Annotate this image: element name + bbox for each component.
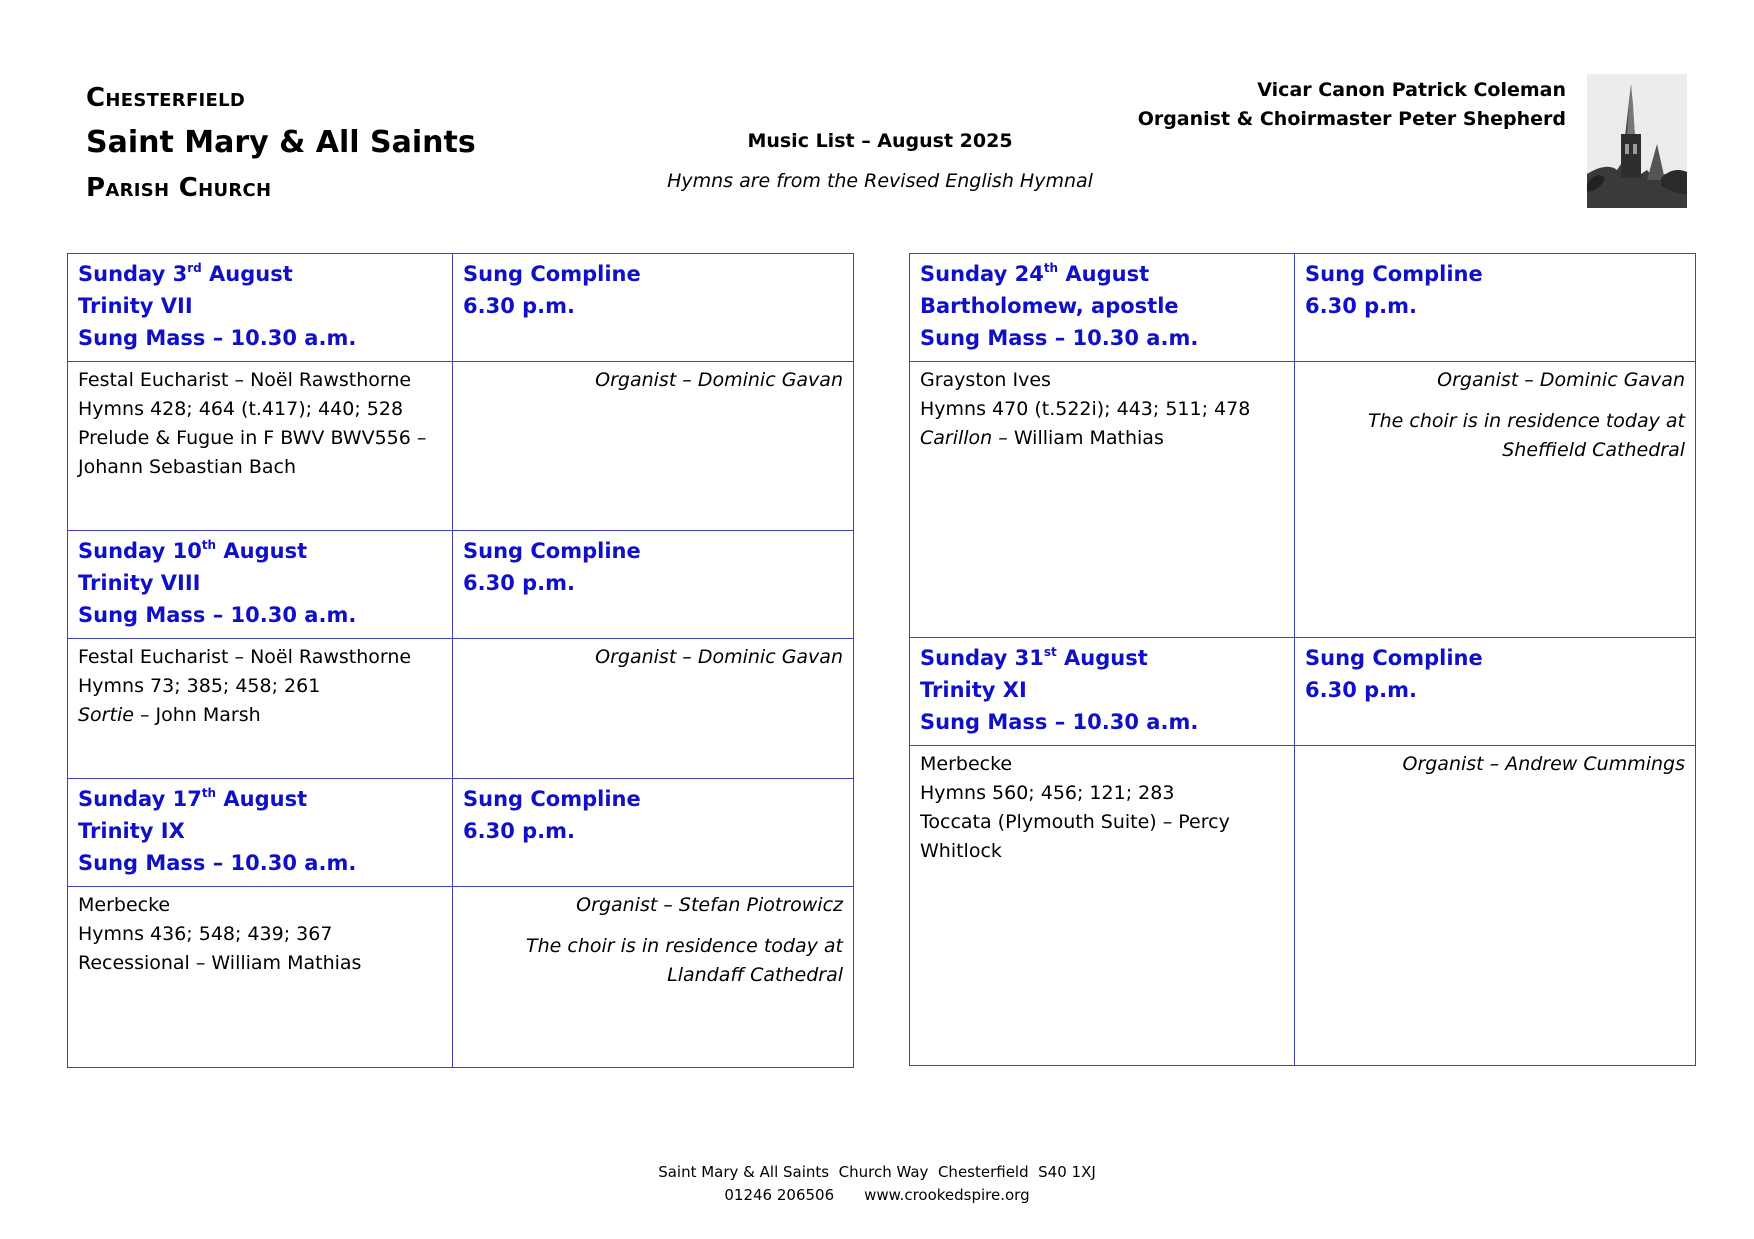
sunday-detail-row: [68, 362, 854, 531]
sunday-header-row: [68, 779, 854, 887]
evening-service: Sung Compline: [463, 262, 641, 286]
mass-setting: Festal Eucharist – Noël Rawsthorne: [78, 646, 412, 668]
organist: Organist – Dominic Gavan: [595, 646, 843, 668]
sunday-detail-row: [910, 362, 1696, 638]
evening-time: 6.30 p.m.: [463, 294, 575, 318]
organist-details: [453, 887, 854, 1068]
sunday-date: Sunday 3rd August: [78, 261, 293, 286]
sunday-occasion: Trinity XI: [920, 678, 1027, 702]
sunday-detail-row: [910, 746, 1696, 1066]
voluntary: Toccata (Plymouth Suite) – Percy Whitlock: [920, 811, 1230, 862]
organist-details: [453, 639, 854, 779]
evening-time: 6.30 p.m.: [1305, 294, 1417, 318]
sunday-date: Sunday 24th August: [920, 261, 1150, 286]
voluntary: Prelude & Fugue in F BWV BWV556 – Johann Sebastian Bach: [78, 427, 427, 478]
music-list-title: Music List – August 2025: [747, 130, 1013, 152]
evening-service-heading: [453, 254, 854, 362]
evening-service: Sung Compline: [1305, 646, 1483, 670]
organist-details: [453, 362, 854, 531]
left-schedule-table: [67, 253, 854, 1068]
evening-service-heading: [1295, 638, 1696, 746]
music-details: [68, 639, 453, 779]
sunday-heading: [910, 638, 1295, 746]
voluntary: Recessional – William Mathias: [78, 952, 362, 974]
mass-setting: Grayston Ives: [920, 369, 1051, 391]
music-details: [68, 362, 453, 531]
evening-service: Sung Compline: [1305, 262, 1483, 286]
footer: [0, 1161, 1754, 1207]
hymnal-note: Hymns are from the Revised English Hymnal: [667, 170, 1093, 192]
evening-service-heading: [453, 531, 854, 639]
mass-time: Sung Mass – 10.30 a.m.: [920, 326, 1199, 350]
music-details: [910, 746, 1295, 1066]
hymns-line: Hymns 73; 385; 458; 261: [78, 675, 321, 697]
footer-website-link[interactable]: www.crookedspire.org: [864, 1186, 1030, 1204]
choir-residence-note: The choir is in residence today at Sheffield Cathedral: [1368, 410, 1685, 461]
music-details: [910, 362, 1295, 638]
choir-residence-note: The choir is in residence today at Llandaff Cathedral: [526, 935, 843, 986]
music-details: [68, 887, 453, 1068]
evening-time: 6.30 p.m.: [1305, 678, 1417, 702]
mass-setting: Merbecke: [78, 894, 171, 916]
organist: Organist – Andrew Cummings: [1402, 753, 1685, 775]
voluntary: Carillon – William Mathias: [920, 427, 1164, 449]
sunday-detail-row: [68, 887, 854, 1068]
organist: Organist – Dominic Gavan: [1437, 369, 1685, 391]
evening-time: 6.30 p.m.: [463, 571, 575, 595]
mass-setting: Festal Eucharist – Noël Rawsthorne: [78, 369, 412, 391]
hymns-line: Hymns 560; 456; 121; 283: [920, 782, 1175, 804]
church-spire-icon: [1587, 74, 1687, 208]
hymns-line: Hymns 470 (t.522i); 443; 511; 478: [920, 398, 1251, 420]
organist-details: [1295, 362, 1696, 638]
sunday-header-row: [68, 254, 854, 362]
church-name-line2: Saint Mary & All Saints: [86, 125, 476, 160]
sunday-heading: [68, 779, 453, 887]
mass-time: Sung Mass – 10.30 a.m.: [78, 326, 357, 350]
sunday-heading: [68, 531, 453, 639]
church-name: [86, 78, 476, 208]
sunday-date: Sunday 17th August: [78, 786, 308, 811]
evening-service: Sung Compline: [463, 787, 641, 811]
organist-details: [1295, 746, 1696, 1066]
sunday-date: Sunday 10th August: [78, 538, 308, 563]
sunday-header-row: [910, 254, 1696, 362]
footer-phone: 01246 206506: [724, 1186, 835, 1204]
sunday-header-row: [68, 531, 854, 639]
sunday-date: Sunday 31st August: [920, 645, 1148, 670]
mass-setting: Merbecke: [920, 753, 1013, 775]
church-name-line3: Parish Church: [86, 173, 272, 203]
sunday-heading: [68, 254, 453, 362]
sunday-occasion: Bartholomew, apostle: [920, 294, 1179, 318]
voluntary: Sortie – John Marsh: [78, 704, 261, 726]
sunday-detail-row: [68, 639, 854, 779]
sunday-occasion: Trinity VII: [78, 294, 193, 318]
right-schedule-table: [909, 253, 1696, 1066]
organist: Organist – Stefan Piotrowicz: [576, 894, 843, 916]
sunday-header-row: [910, 638, 1696, 746]
sunday-heading: [910, 254, 1295, 362]
footer-address: Saint Mary & All Saints Church Way Chesterfield S40 1XJ: [658, 1163, 1096, 1181]
sunday-occasion: Trinity VIII: [78, 571, 201, 595]
sunday-occasion: Trinity IX: [78, 819, 185, 843]
evening-service-heading: [1295, 254, 1696, 362]
mass-time: Sung Mass – 10.30 a.m.: [920, 710, 1199, 734]
mass-time: Sung Mass – 10.30 a.m.: [78, 851, 357, 875]
evening-service: Sung Compline: [463, 539, 641, 563]
clergy-staff: [1138, 76, 1566, 134]
organist: Organist – Dominic Gavan: [595, 369, 843, 391]
organist-choirmaster-name: Organist & Choirmaster Peter Shepherd: [1137, 108, 1566, 130]
footer-contact: [0, 1184, 1754, 1207]
vicar-name: Vicar Canon Patrick Coleman: [1257, 79, 1566, 101]
hymns-line: Hymns 428; 464 (t.417); 440; 528: [78, 398, 404, 420]
hymns-line: Hymns 436; 548; 439; 367: [78, 923, 333, 945]
evening-service-heading: [453, 779, 854, 887]
evening-time: 6.30 p.m.: [463, 819, 575, 843]
church-name-line1: Chesterfield: [86, 83, 246, 113]
mass-time: Sung Mass – 10.30 a.m.: [78, 603, 357, 627]
